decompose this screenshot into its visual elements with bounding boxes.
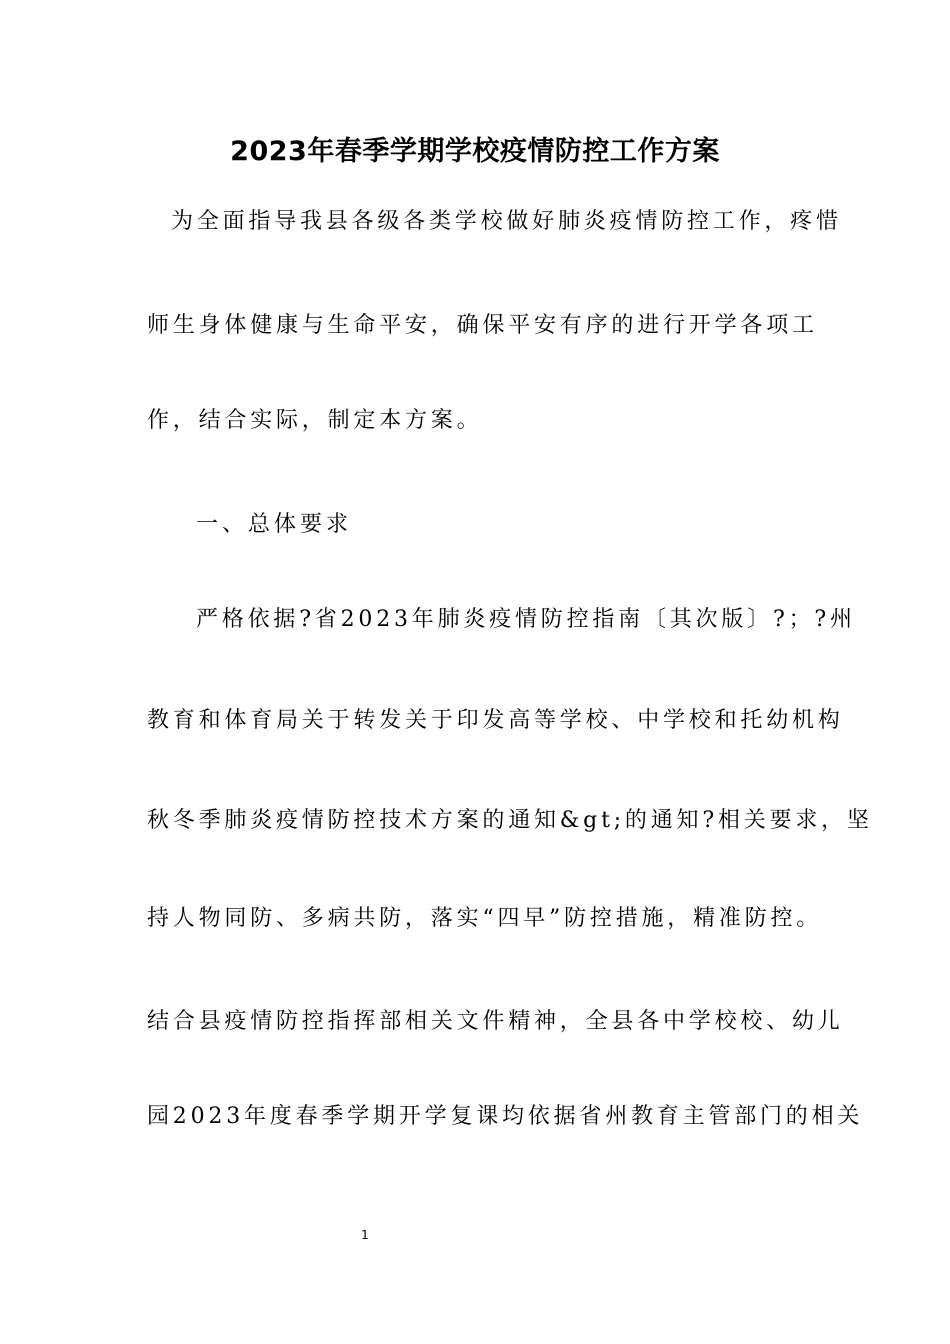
section-heading: 一、总体要求 bbox=[196, 512, 353, 537]
paragraph-line: 作，结合实际，制定本方案。 bbox=[147, 408, 483, 433]
paragraph-line: 持人物同防、多病共防，落实“四早”防控措施，精准防控。 bbox=[147, 906, 823, 931]
paragraph-line: 师生身体健康与生命平安，确保平安有序的进行开学各项工 bbox=[147, 313, 818, 338]
paragraph-line: 教育和体育局关于转发关于印发高等学校、中学校和托幼机构 bbox=[147, 708, 844, 733]
paragraph-line: 严格依据?省2023年肺炎疫情防控指南〔其次版〕?；?州 bbox=[196, 607, 856, 632]
paragraph-line: 为全面指导我县各级各类学校做好肺炎疫情防控工作，疼惜 bbox=[171, 209, 842, 234]
paragraph-line: 结合县疫情防控指挥部相关文件精神，全县各中学校校、幼儿 bbox=[147, 1009, 844, 1034]
document-title: 2023年春季学期学校疫情防控工作方案 bbox=[230, 136, 720, 167]
paragraph-line: 秋冬季肺炎疫情防控技术方案的通知&gt;的通知?相关要求，坚 bbox=[147, 808, 873, 833]
page-number: 1 bbox=[361, 1228, 369, 1242]
paragraph-line: 园2023年度春季学期开学复课均依据省州教育主管部门的相关 bbox=[147, 1104, 864, 1129]
